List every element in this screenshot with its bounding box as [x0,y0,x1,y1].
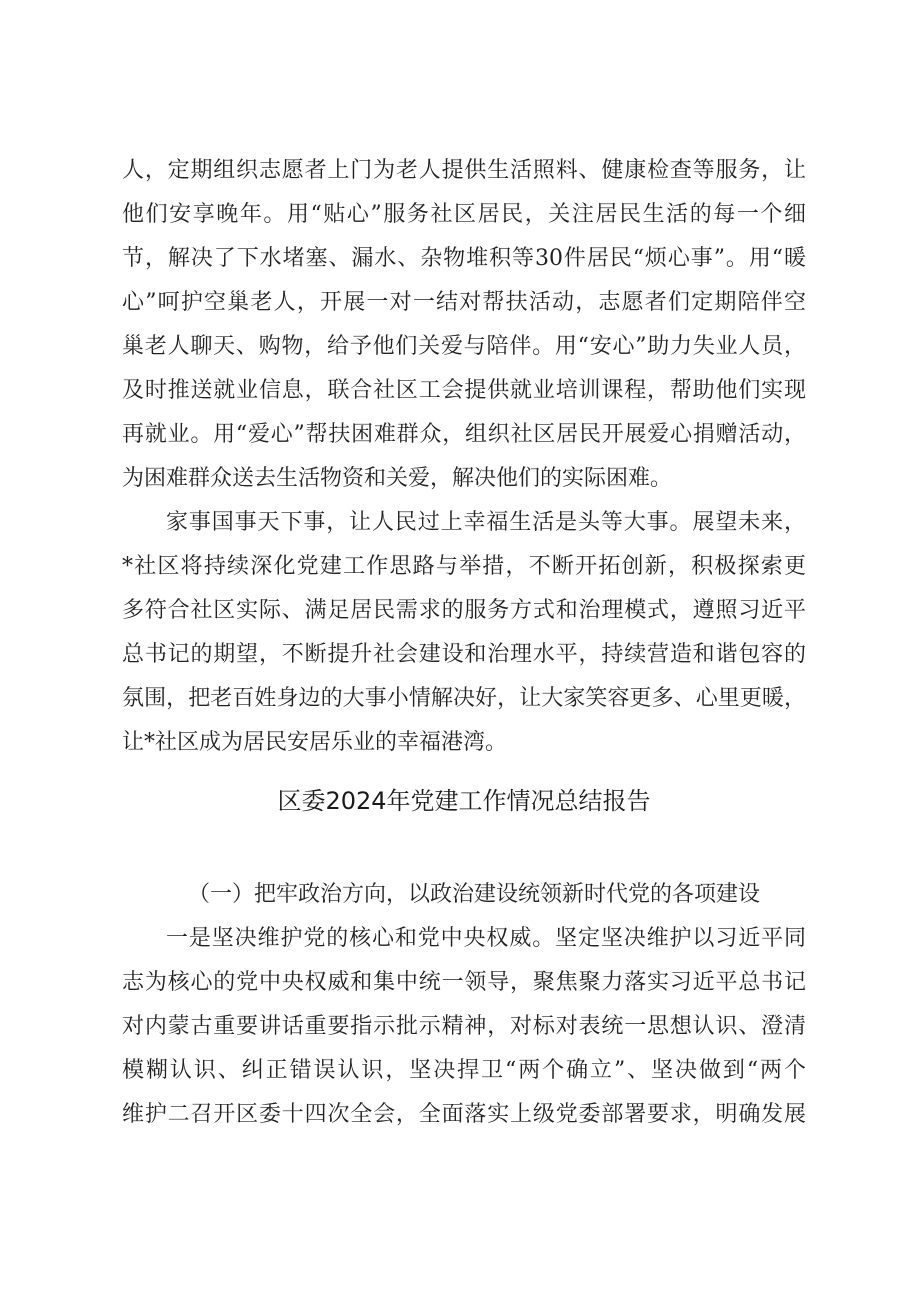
paragraph-community-services [122,149,806,501]
document-page [122,149,806,1137]
text-line: 再就业。用“爱心”帮扶困难群众，组织社区居民开展爱心捐赠活动， [122,422,806,447]
text-line: 他们安享晚年。用“贴心”服务社区居民，关注居民生活的每一个细 [122,202,806,227]
text-line: 家事国事天下事，让人民过上幸福生活是头等大事。展望未来， [166,510,806,535]
paragraph-outlook [122,501,806,765]
paragraph-political-direction [122,917,806,1137]
text-line: 人，定期组织志愿者上门为老人提供生活照料、健康检查等服务，让 [122,158,806,183]
report-title: 区委2024年党建工作情况总结报告 [277,787,651,815]
text-line: 及时推送就业信息，联合社区工会提供就业培训课程，帮助他们实现 [122,378,806,403]
section-heading: （一）把牢政治方向，以政治建设统领新时代党的各项建设 [188,882,761,907]
text-line: 让*社区成为居民安居乐业的幸福港湾。 [122,730,508,755]
text-line: 为困难群众送去生活物资和关爱，解决他们的实际困难。 [122,466,673,491]
text-line: 模糊认识、纠正错误认识，坚决捍卫“两个确立”、坚决做到“两个 [122,1058,806,1083]
text-line: 巢老人聊天、购物，给予他们关爱与陪伴。用“安心”助力失业人员， [122,334,806,359]
text-line: 维护二召开区委十四次全会，全面落实上级党委部署要求，明确发展 [122,1102,806,1127]
text-line: 氛围，把老百姓身边的大事小情解决好，让大家笑容更多、心里更暖， [122,686,806,711]
text-line: 节，解决了下水堵塞、漏水、杂物堆积等30件居民“烦心事”。用“暖 [122,246,806,271]
text-line: 对内蒙古重要讲话重要指示批示精神，对标对表统一思想认识、澄清 [122,1014,806,1039]
text-line: 一是坚决维护党的核心和党中央权威。坚定坚决维护以习近平同 [166,926,806,951]
text-line: 总书记的期望，不断提升社会建设和治理水平，持续营造和谐包容的 [122,642,806,667]
text-line: 志为核心的党中央权威和集中统一领导，聚焦聚力落实习近平总书记 [122,970,806,995]
text-line: 多符合社区实际、满足居民需求的服务方式和治理模式，遵照习近平 [122,598,806,623]
text-line: *社区将持续深化党建工作思路与举措，不断开拓创新，积极探索更 [122,554,806,579]
text-line: 心”呵护空巢老人，开展一对一结对帮扶活动，志愿者们定期陪伴空 [122,290,806,315]
